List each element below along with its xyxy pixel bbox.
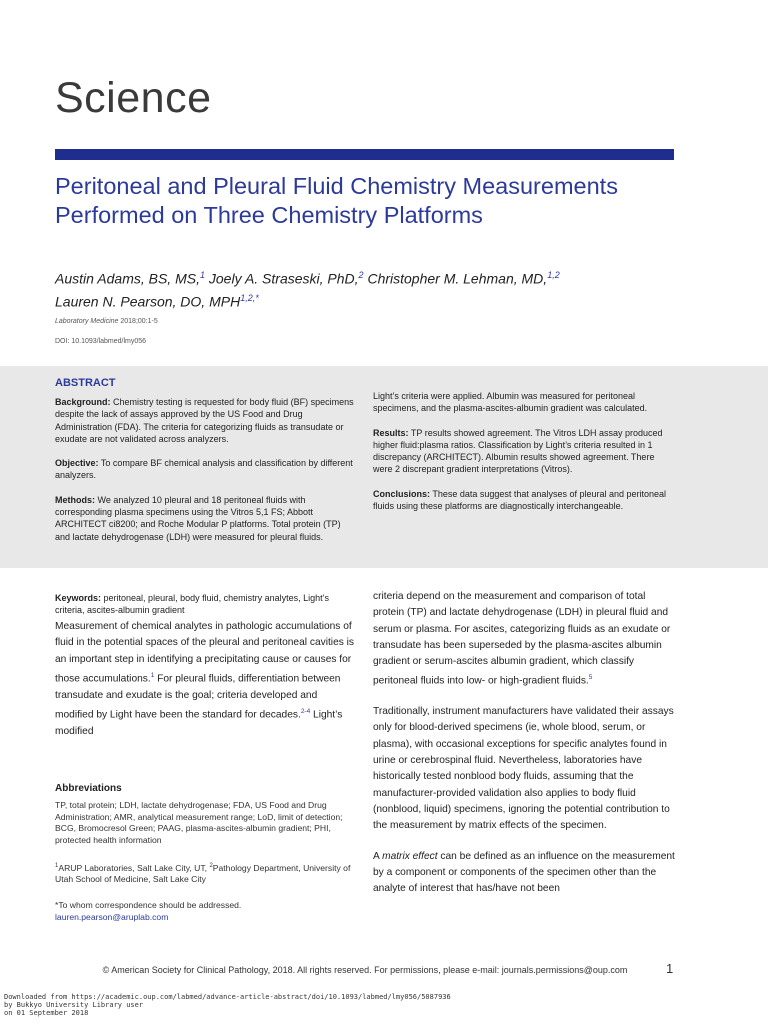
abstract-text: These data suggest that analyses of pleural and peritoneal fluids using these platforms are diagnostically interchangeable.	[373, 488, 667, 512]
body-paragraph: criteria depend on the measurement and comparison of total protein (TP) and lactate dehydrogenase (LDH) in pleural fluid and serum or plasma. For ascites, categorizing fluids as an exudate or transudate has been superseded by the plasma-ascites albumin gradient or serum-ascites albumin gradient, which classify peritoneal fluids into low- or high-gradient fluids.$^5$	[373, 591, 671, 687]
page-number: 1	[666, 961, 674, 976]
correspondence-note: *To whom correspondence should be addressed.	[55, 900, 242, 910]
copyright-footer: © American Society for Clinical Pathology, 2018. All rights reserved. For permissions, please e-mail: journals.permissions@oup.com	[102, 965, 628, 975]
article-title: Peritoneal and Pleural Fluid Chemistry Measurements Performed on Three Chemistry Platforms	[55, 173, 618, 228]
correspondence	[55, 900, 355, 923]
abstract-results	[373, 427, 673, 476]
header-rule	[55, 149, 674, 160]
download-url[interactable]: Downloaded from https://academic.oup.com/labmed/advance-article-abstract/doi/10.1093/labmed/lmy056/5087936	[4, 993, 451, 1001]
keywords-text: peritoneal, pleural, body fluid, chemistry analytes, Light’s criteria, ascites-albumin gradient	[55, 593, 329, 615]
keywords-label: Keywords:	[55, 593, 102, 603]
abstract-label: Conclusions:	[373, 488, 431, 499]
abstract-right-column	[373, 390, 673, 524]
author-affiliation-mark[interactable]: 1,2,*	[240, 292, 259, 303]
journal-section-title: Science	[55, 74, 212, 122]
body-paragraph: Measurement of chemical analytes in pathologic accumulations of fluid in the potential spaces of the pleural and peritoneal cavities is an important step in identifying a precipitating cause or causes for those accumulations.$^1$ For pleural fluids, differentiation between transudate and exudate is the goal; criteria developed and modified by Light have been the standard for decades.$^{2-4}$ Light’s modified	[55, 621, 355, 737]
reference-link[interactable]: 5	[588, 674, 593, 682]
abstract-label: Background:	[55, 397, 111, 407]
abbreviations-text: TP, total protein; LDH, lactate dehydrogenase; FDA, US Food and Drug Administration; AMR, analytical measurement range; LoD, limit of detection; BCG, Bromocresol Green; PAAG, plasma-ascites-albumin gradient; PHI, protected health information	[55, 800, 343, 845]
abstract-left-column	[55, 396, 355, 555]
author-affiliation-mark[interactable]: 1	[199, 270, 205, 280]
author-name: Lauren N. Pearson, DO, MPH	[55, 293, 241, 310]
abstract-text: Chemistry testing is requested for body fluid (BF) specimens despite the lack of assays approved by the US Food and Drug Administration (FDA). The criteria for categorizing fluids as transudate or exudate are not validated across analyzers.	[55, 397, 354, 444]
download-date: on 01 September 2018	[4, 1009, 89, 1018]
keywords	[55, 593, 355, 616]
reference-link[interactable]: 2-4	[300, 707, 311, 715]
abstract-label: Objective:	[55, 458, 99, 469]
abstract-methods-cont: Light’s criteria were applied. Albumin was measured for peritoneal specimens, and the plasma-ascites-albumin gradient was calculated.	[373, 391, 648, 414]
abstract-text: We analyzed 10 pleural and 18 peritoneal fluids with corresponding plasma specimens using the Vitros 5,1 FS; Abbott ARCHITECT ci8200; and Roche Modular P platforms. Total protein (TP) and lactate dehydrogenase (LDH) were measured for pleural fluids.	[55, 494, 341, 542]
body-paragraph: Traditionally, instrument manufacturers have validated their assays only for blood-derived specimens (ie, whole blood, serum, or plasma), with occasional exceptions for specific analytes found in urine or cerebrospinal fluid. Nevertheless, laboratories have historically tested nonblood body fluids, assuming that the manufacturer-provided validation also applies to body fluid (nonblood, liquid) specimens, ignoring the potential contribution to the measurement by matrix effects of the specimen.	[373, 706, 674, 832]
citation-info: 2018;00:1-5	[118, 318, 158, 325]
abstract-background	[55, 396, 355, 445]
author-name: Joely A. Straseski, PhD,	[208, 270, 359, 287]
author-affiliation-mark[interactable]: 2	[358, 270, 364, 280]
body-right-column	[373, 589, 675, 911]
abstract-methods	[55, 494, 355, 543]
download-watermark	[4, 993, 451, 1018]
journal-name: Laboratory Medicine	[55, 318, 119, 325]
body-left-column	[55, 619, 355, 754]
doi-line[interactable]: DOI: 10.1093/labmed/lmy056	[55, 338, 147, 345]
abstract-text: TP results showed agreement. The Vitros LDH assay produced higher fluid:plasma ratios. Classification by Light’s criteria resulted in 1 discrepancy (ARCHITECT). Albumin results showed agreement. There were 2 discrepant gradient interpretations (Vitros).	[373, 427, 663, 475]
author-name: Austin Adams, BS, MS,	[55, 270, 200, 287]
affiliation-mark: 1	[55, 863, 59, 869]
abstract-label: Results:	[373, 427, 409, 438]
emphasis-term: matrix effect	[382, 850, 438, 862]
citation-line	[55, 318, 158, 325]
affiliations: $^1$ARUP Laboratories, Salt Lake City, UT, $^2$Pathology Department, University of Utah School of Medicine, Salt Lake City	[55, 862, 351, 885]
affiliation-mark: 2	[209, 863, 213, 869]
abbreviations-heading: Abbreviations	[55, 783, 122, 794]
author-affiliation-mark[interactable]: 1,2	[547, 270, 560, 280]
download-user: by Bukkyo University Library user	[4, 1001, 144, 1010]
abstract-text: To compare BF chemical analysis and classification by different analyzers.	[55, 458, 353, 481]
abstract-label: Methods:	[55, 494, 95, 505]
author-name: Christopher M. Lehman, MD,	[367, 270, 548, 287]
correspondence-email-link[interactable]: lauren.pearson@aruplab.com	[55, 911, 169, 922]
abstract-conclusions	[373, 488, 673, 513]
body-paragraph: A matrix effect can be defined as an influence on the measurement by a component or components of the specimen other than the analyte of interest that has/have not been	[373, 850, 675, 895]
abstract-objective	[55, 457, 355, 482]
author-list	[55, 266, 675, 311]
abstract-heading: ABSTRACT	[55, 377, 116, 389]
reference-link[interactable]: 1	[150, 671, 155, 679]
